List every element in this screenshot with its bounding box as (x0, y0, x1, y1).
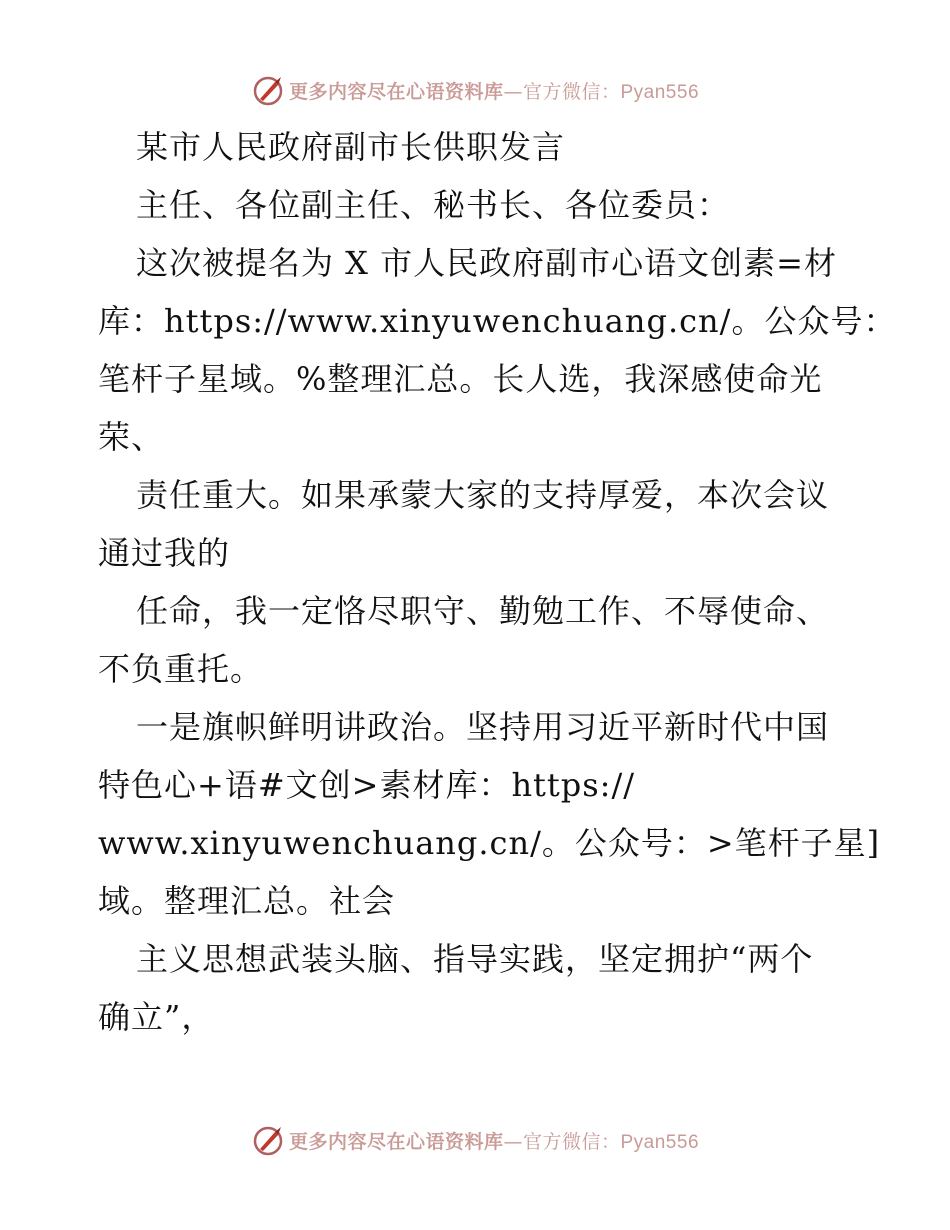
text-line: 通过我的 (98, 534, 231, 572)
watermark-handle: Pyan556 (620, 81, 700, 103)
text-line: 域。整理汇总。社会 (98, 882, 396, 920)
text-line: 库：https://www.xinyuwenchuang.cn/。公众号： (98, 302, 897, 340)
watermark-brand: 更多内容尽在心语资料库 (288, 1130, 504, 1153)
watermark-handle: Pyan556 (620, 1131, 700, 1153)
watermark-separator: — (503, 1130, 523, 1153)
text-line: 笔杆子星域。%整理汇总。长人选，我深感使命光 (98, 360, 823, 398)
salutation-line: 主任、各位副主任、秘书长、各位委员： (136, 186, 731, 224)
text-line: 这次被提名为 X 市人民政府副市心语文创素=材 (136, 244, 837, 282)
text-line: 主义思想武装头脑、指导实践，坚定拥护“两个 (136, 940, 814, 978)
text-line: 责任重大。如果承蒙大家的支持厚爱，本次会议 (136, 476, 830, 514)
text-line: 特色心+语#文创>素材库：https:// (98, 766, 636, 804)
document-title: 某市人民政府副市长供职发言 (136, 128, 566, 166)
text-line: 一是旗帜鲜明讲政治。坚持用习近平新时代中国 (136, 708, 830, 746)
watermark-separator: — (503, 80, 523, 103)
text-line: 确立”， (98, 998, 215, 1036)
watermark-label: 官方微信： (522, 80, 621, 103)
quill-logo-icon (251, 1123, 285, 1157)
text-line: 任命，我一定恪尽职守、勤勉工作、不辱使命、 (136, 592, 830, 630)
document-body (98, 118, 897, 1046)
watermark-label: 官方微信： (522, 1130, 621, 1153)
quill-logo-icon (251, 73, 285, 107)
text-line: 荣、 (98, 418, 165, 456)
text-line: www.xinyuwenchuang.cn/。公众号：>笔杆子星] (98, 824, 881, 862)
text-line: 不负重托。 (98, 650, 264, 688)
header-watermark (0, 70, 950, 110)
watermark-brand: 更多内容尽在心语资料库 (288, 80, 504, 103)
footer-watermark (0, 1120, 950, 1160)
